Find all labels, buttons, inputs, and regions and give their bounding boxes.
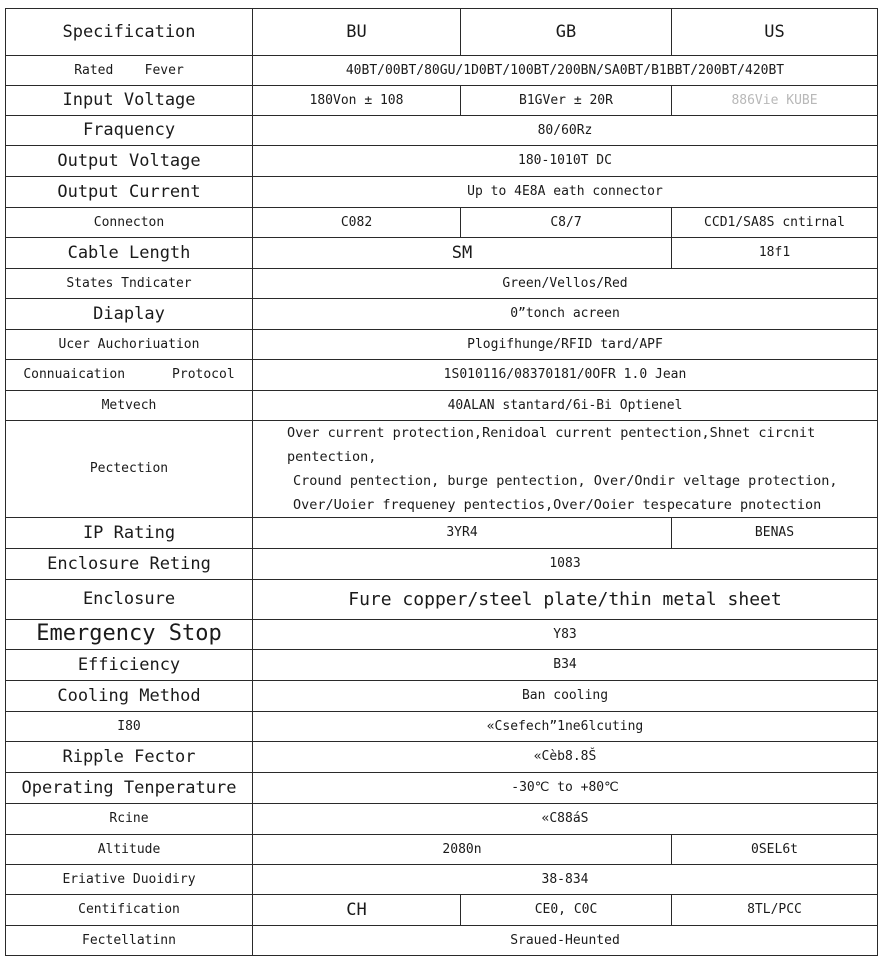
value-ip-rating-us: BENAS (672, 518, 878, 549)
value-input-voltage-eu: 180Von ± 108 (253, 86, 461, 116)
label-display: Diaplay (6, 299, 253, 330)
row-cooling-method (6, 681, 878, 712)
specification-table (5, 8, 878, 956)
label-protection: Pectection (6, 421, 253, 518)
label-user-authorization: Ucer Auchoriuation (6, 330, 253, 360)
value-cable-length-eu-gb: SM (253, 238, 672, 269)
row-output-voltage (6, 146, 878, 177)
value-communication-protocol: 1S010116/08370181/0OFR 1.0 Jean (253, 360, 878, 391)
label-altitude: Altitude (6, 835, 253, 865)
value-ripple-factor: «Cèb8.8Š (253, 742, 878, 773)
row-frequency (6, 116, 878, 146)
row-connector (6, 208, 878, 238)
value-connector-gb: C8/7 (461, 208, 672, 238)
value-noise: «C88áS (253, 804, 878, 835)
value-input-voltage-us: 886Vie KUBE (672, 86, 878, 116)
row-noise (6, 804, 878, 835)
header-eu: BU (253, 9, 461, 56)
label-enclosure-rating: Enclosure Reting (6, 549, 253, 580)
row-input-voltage (6, 86, 878, 116)
value-user-authorization: Plogifhunge/RFID tard/APF (253, 330, 878, 360)
row-network (6, 391, 878, 421)
value-rated-power: 40BT/00BT/80GU/1D0BT/100BT/200BN/SA0BT/B1BBT/200BT/420BT (253, 56, 878, 86)
row-output-current (6, 177, 878, 208)
value-protection (253, 421, 878, 518)
value-relative-humidity: 38-834 (253, 865, 878, 895)
row-display (6, 299, 878, 330)
label-status-indicator: States Tndicater (6, 269, 253, 299)
row-ip-rating (6, 518, 878, 549)
value-altitude-eu-gb: 2080n (253, 835, 672, 865)
label-iso: I80 (6, 712, 253, 742)
value-status-indicator: Green/Vellos/Red (253, 269, 878, 299)
row-cable-length (6, 238, 878, 269)
value-output-voltage: 180-1010T DC (253, 146, 878, 177)
label-rated-power: Rated Fever (6, 56, 253, 86)
label-emergency-stop: Emergency Stop (6, 620, 253, 650)
row-communication-protocol (6, 360, 878, 391)
row-altitude (6, 835, 878, 865)
value-cooling-method: Ban cooling (253, 681, 878, 712)
value-network: 40ALAN stantard/6i-Bi Optienel (253, 391, 878, 421)
value-certification-eu: CH (253, 895, 461, 926)
value-installation: Sraued-Heunted (253, 926, 878, 956)
value-iso: «Csefech”1ne6lcuting (253, 712, 878, 742)
header-row (6, 9, 878, 56)
label-communication-protocol: Connuaication Protocol (6, 360, 253, 391)
value-certification-us: 8TL/PCC (672, 895, 878, 926)
row-relative-humidity (6, 865, 878, 895)
value-ip-rating-eu-gb: 3YR4 (253, 518, 672, 549)
value-enclosure: Fure copper/steel plate/thin metal sheet (253, 580, 878, 620)
label-ripple-factor: Ripple Fector (6, 742, 253, 773)
value-operating-temperature: -30℃ to +80℃ (253, 773, 878, 804)
label-connector: Connecton (6, 208, 253, 238)
label-installation: Fectellatinn (6, 926, 253, 956)
label-enclosure: Enclosure (6, 580, 253, 620)
row-iso (6, 712, 878, 742)
header-specification: Specification (6, 9, 253, 56)
label-output-voltage: Output Voltage (6, 146, 253, 177)
row-ripple-factor (6, 742, 878, 773)
label-network: Metvech (6, 391, 253, 421)
label-cooling-method: Cooling Method (6, 681, 253, 712)
value-cable-length-us: 18f1 (672, 238, 878, 269)
value-certification-gb: CE0, C0C (461, 895, 672, 926)
header-us: US (672, 9, 878, 56)
value-display: 0”tonch acreen (253, 299, 878, 330)
protection-line-3: Over/Uoier frequeney pentectios,Over/Ooier tespecature pnotection (293, 497, 822, 513)
row-efficiency (6, 650, 878, 681)
value-emergency-stop: Y83 (253, 620, 878, 650)
value-connector-eu: C082 (253, 208, 461, 238)
row-rated-power (6, 56, 878, 86)
label-noise: Rcine (6, 804, 253, 835)
label-input-voltage: Input Voltage (6, 86, 253, 116)
label-relative-humidity: Eriative Duoidiry (6, 865, 253, 895)
row-protection (6, 421, 878, 518)
value-input-voltage-gb: B1GVer ± 20R (461, 86, 672, 116)
label-cable-length: Cable Length (6, 238, 253, 269)
label-output-current: Output Current (6, 177, 253, 208)
label-ip-rating: IP Rating (6, 518, 253, 549)
row-emergency-stop (6, 620, 878, 650)
label-frequency: Fraquency (6, 116, 253, 146)
label-efficiency: Efficiency (6, 650, 253, 681)
row-status-indicator (6, 269, 878, 299)
row-installation (6, 926, 878, 956)
label-operating-temperature: Operating Tenperature (6, 773, 253, 804)
row-operating-temperature (6, 773, 878, 804)
protection-line-2: Cround pentection, burge pentection, Over/Ondir veltage protection, (293, 473, 838, 489)
value-altitude-us: 0SEL6t (672, 835, 878, 865)
value-enclosure-rating: 1083 (253, 549, 878, 580)
row-enclosure-rating (6, 549, 878, 580)
header-gb: GB (461, 9, 672, 56)
value-output-current: Up to 4E8A eath connector (253, 177, 878, 208)
label-certification: Centification (6, 895, 253, 926)
row-certification (6, 895, 878, 926)
value-frequency: 80/60Rz (253, 116, 878, 146)
protection-line-1: Over current protection,Renidoal current pentection,Shnet circnit pentection, (287, 425, 816, 465)
value-efficiency: B34 (253, 650, 878, 681)
row-enclosure (6, 580, 878, 620)
row-user-authorization (6, 330, 878, 360)
value-connector-us: CCD1/SA8S cntirnal (672, 208, 878, 238)
